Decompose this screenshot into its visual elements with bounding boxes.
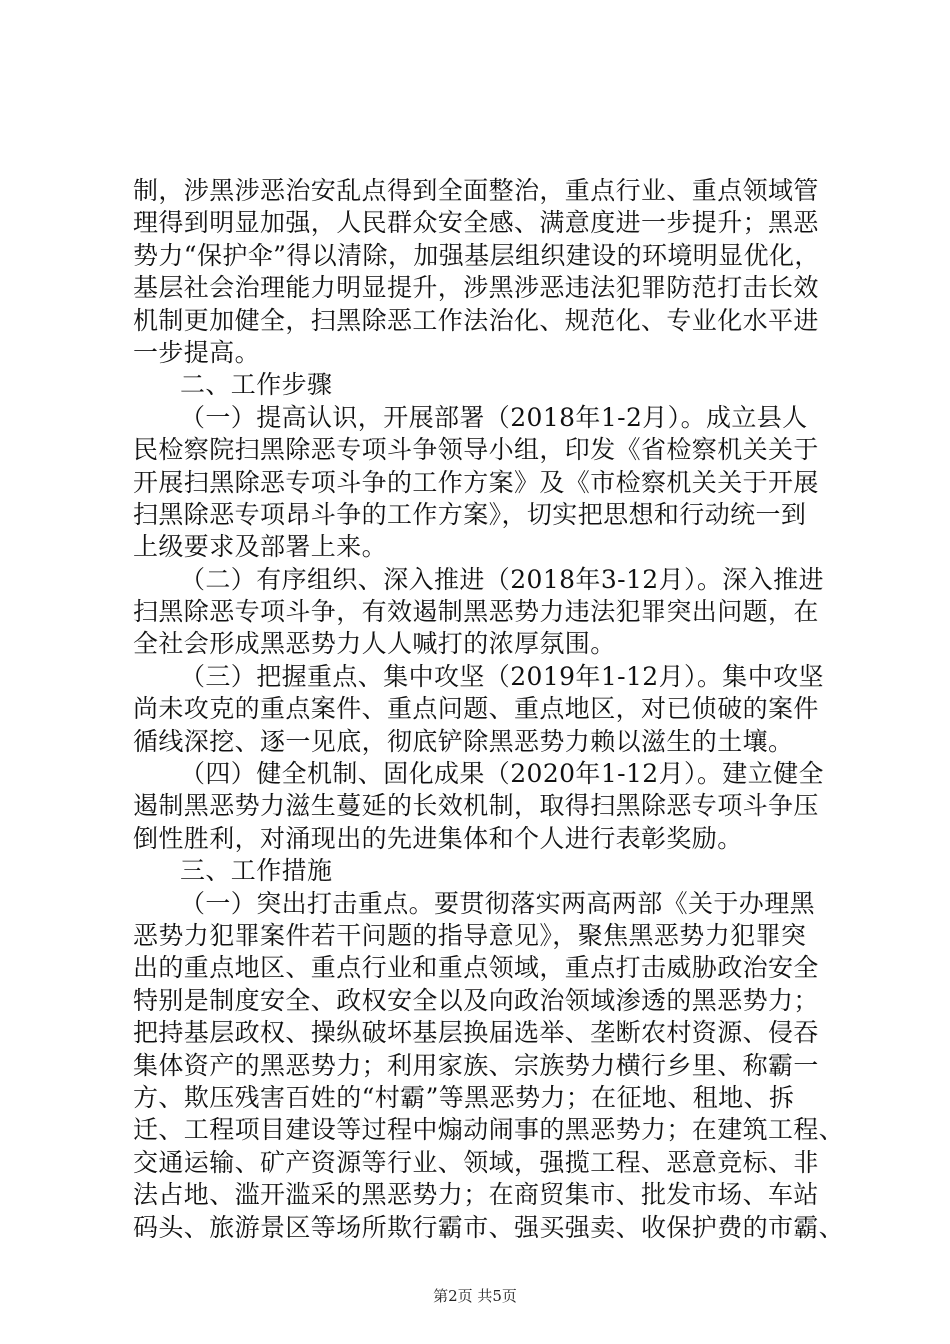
step-1-line-3: 开展扫黑除恶专项斗争的工作方案》及《市检察机关关于开展 [133,467,819,497]
step-2-line-1: （二）有序组织、深入推进（2018年3-12月）。深入推进 [180,564,824,594]
step-1-line-5: 上级要求及部署上来。 [133,532,388,562]
step-3-line-3: 循线深挖、逐一见底，彻底铲除黑恶势力赖以滋生的土壤。 [133,726,794,756]
step-1-line-2: 民检察院扫黑除恶专项斗争领导小组，印发《省检察机关关于 [133,435,819,465]
measure-1-line-8: 迁、工程项目建设等过程中煽动闹事的黑恶势力；在建筑工程、 [133,1115,845,1145]
step-2-line-3: 全社会形成黑恶势力人人喊打的浓厚氛围。 [133,629,616,659]
measure-1-line-2: 恶势力犯罪案件若干问题的指导意见》，聚焦黑恶势力犯罪突 [133,920,807,950]
step-1-line-4: 扫黑除恶专项昂斗争的工作方案》，切实把思想和行动统一到 [133,499,807,529]
step-4-line-2: 遏制黑恶势力滋生蔓延的长效机制，取得扫黑除恶专项斗争压 [133,791,819,821]
measure-1-line-4: 特别是制度安全、政权安全以及向政治领域渗透的黑恶势力； [133,985,819,1015]
body-line-3: 势力“保护伞”得以清除，加强基层组织建设的环境明显优化， [133,240,820,270]
page-number-footer: 第2页 共5页 [433,1287,517,1305]
measure-1-line-10: 法占地、滥开滥采的黑恶势力；在商贸集市、批发市场、车站 [133,1180,819,1210]
section-heading-steps: 二、工作步骤 [180,370,333,400]
measure-1-line-1: （一）突出打击重点。要贯彻落实两高两部《关于办理黑 [180,888,816,918]
body-line-4: 基层社会治理能力明显提升，涉黑涉恶违法犯罪防范打击长效 [133,273,819,303]
measure-1-line-6: 集体资产的黑恶势力；利用家族、宗族势力横行乡里、称霸一 [133,1050,819,1080]
section-heading-measures: 三、工作措施 [180,856,333,886]
measure-1-line-7: 方、欺压残害百姓的“村霸”等黑恶势力；在征地、租地、拆 [133,1082,795,1112]
step-2-line-2: 扫黑除恶专项斗争，有效遏制黑恶势力违法犯罪突出问题，在 [133,597,819,627]
document-body [133,175,845,1244]
step-3-line-1: （三）把握重点、集中攻坚（2019年1-12月）。集中攻坚 [180,661,824,691]
measure-1-line-5: 把持基层政权、操纵破坏基层换届选举、垄断农村资源、侵吞 [133,1018,819,1048]
step-4-line-3: 倒性胜利，对涌现出的先进集体和个人进行表彰奖励。 [133,823,743,853]
body-line-1: 制，涉黑涉恶治安乱点得到全面整治，重点行业、重点领域管 [133,176,819,205]
body-line-2: 理得到明显加强，人民群众安全感、满意度进一步提升；黑恶 [133,208,819,238]
step-4-line-1: （四）健全机制、固化成果（2020年1-12月）。建立健全 [180,759,824,789]
measure-1-line-3: 出的重点地区、重点行业和重点领域，重点打击威胁政治安全 [133,953,819,983]
measure-1-line-9: 交通运输、矿产资源等行业、领域，强揽工程、恶意竞标、非 [133,1147,819,1177]
measure-1-line-11: 码头、旅游景区等场所欺行霸市、强买强卖、收保护费的市霸、 [133,1212,845,1242]
step-1-line-1: （一）提高认识，开展部署（2018年1-2月）。成立县人 [180,402,808,432]
step-3-line-2: 尚未攻克的重点案件、重点问题、重点地区，对已侦破的案件 [133,694,819,724]
body-line-5: 机制更加健全，扫黑除恶工作法治化、规范化、专业化水平进 [133,305,819,335]
body-line-6: 一步提高。 [133,337,261,367]
